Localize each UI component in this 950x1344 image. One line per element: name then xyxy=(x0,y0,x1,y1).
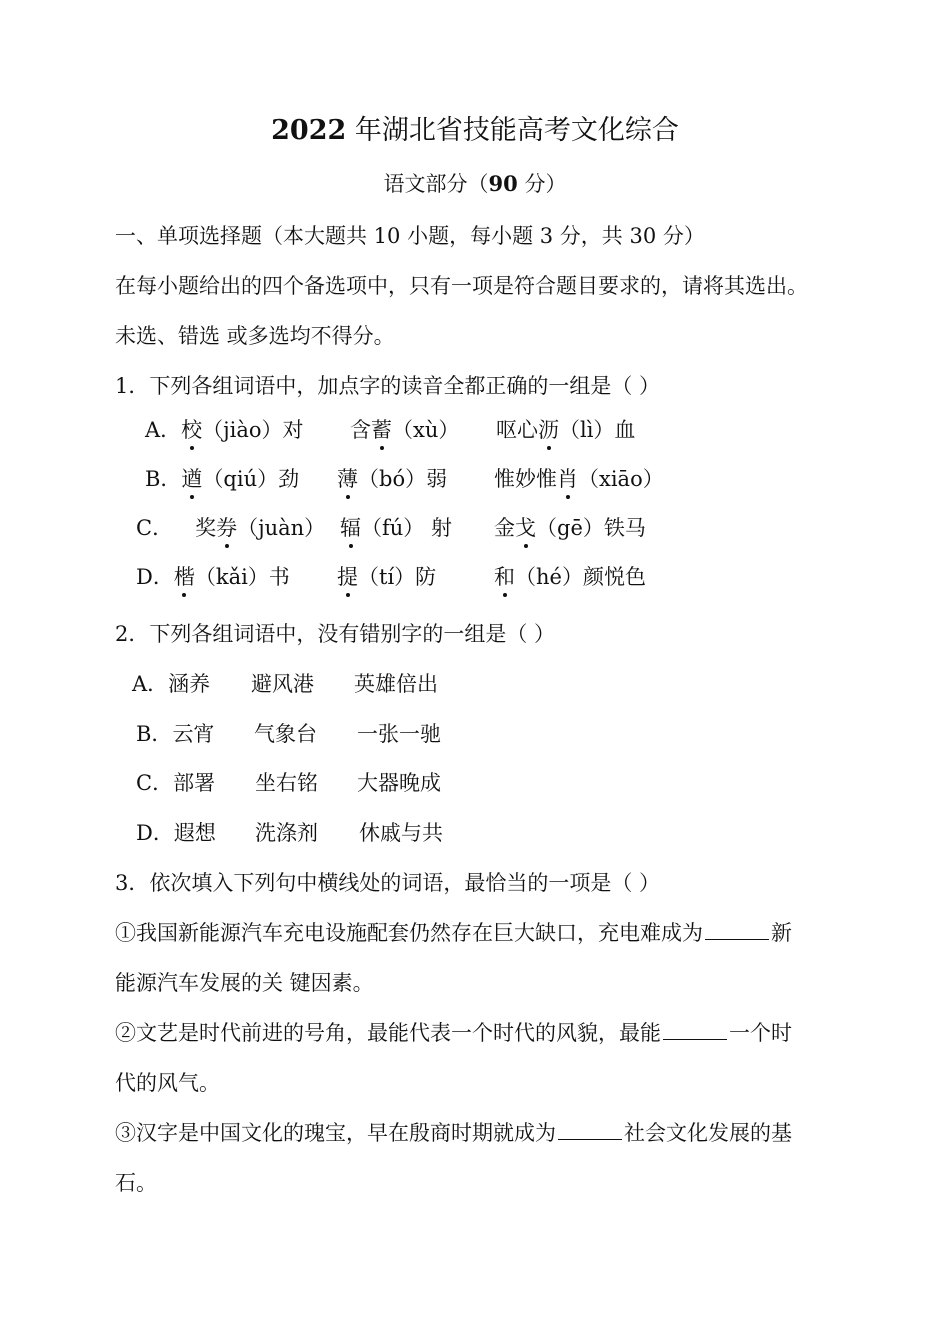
q1-option-b-word3: 惟妙惟肖（xiāo） xyxy=(494,467,664,491)
q2-option-b-word2: 气象台 xyxy=(254,722,317,746)
q3-blank-1 xyxy=(705,921,769,940)
title-text: 年湖北省技能高考文化综合 xyxy=(354,115,679,146)
subtitle-score: 90 xyxy=(488,171,518,196)
q1-option-b-word2: 薄（bó）弱 xyxy=(337,467,448,491)
q2-option-d-word2: 洗涤剂 xyxy=(255,821,318,845)
q2-option-b: B．云宵 xyxy=(136,722,215,746)
q2-option-d: D．遐想 xyxy=(136,821,216,845)
q3-sentence-3-cont: 石。 xyxy=(115,1171,157,1195)
q1-option-c: C． 奖券（juàn） xyxy=(136,516,326,540)
q2-option-a: A．涵养 xyxy=(132,672,211,696)
q1-option-b: B．遒（qiú）劲 xyxy=(145,467,300,491)
section1-heading: 一、单项选择题（本大题共 10 小题，每小题 3 分，共 30 分） xyxy=(115,224,705,248)
section1-instruction-2: 未选、错选 或多选均不得分。 xyxy=(115,324,395,348)
q1-option-a-word3: 呕心沥（lì）血 xyxy=(496,418,636,442)
q2-option-c-word2: 坐右铭 xyxy=(255,771,318,795)
q3-sentence-1-cont: 能源汽车发展的关 键因素。 xyxy=(115,971,374,995)
q2-stem: 2．下列各组词语中，没有错别字的一组是（ ） xyxy=(115,622,556,646)
q3-sentence-1: ①我国新能源汽车充电设施配套仍然存在巨大缺口，充电难成为 新 xyxy=(115,921,792,945)
title-year: 2022 xyxy=(271,115,347,146)
q3-blank-2 xyxy=(663,1021,727,1040)
q1-stem: 1．下列各组词语中，加点字的读音全都正确的一组是（ ） xyxy=(115,374,661,398)
section1-instruction-1: 在每小题给出的四个备选项中，只有一项是符合题目要求的，请将其选出。 xyxy=(115,274,808,298)
q3-blank-3 xyxy=(558,1121,622,1140)
q3-sentence-2: ②文艺是时代前进的号角，最能代表一个时代的风貌，最能 一个时 xyxy=(115,1021,792,1045)
q2-option-d-word3: 休戚与共 xyxy=(359,821,443,845)
q2-option-a-word3: 英雄倍出 xyxy=(354,672,438,696)
q1-option-a: A．校（jiào）对 xyxy=(145,418,304,442)
section-subtitle: 语文部分（90 分） xyxy=(383,171,567,196)
q3-sentence-2-cont: 代的风气。 xyxy=(115,1071,220,1095)
q2-option-c: C．部署 xyxy=(136,771,216,795)
q1-option-c-word2: 辐（fú） 射 xyxy=(340,516,452,540)
q1-option-d: D．楷（kǎi）书 xyxy=(136,565,290,589)
q1-option-d-word3: 和（hé）颜悦色 xyxy=(494,565,646,589)
q1-option-c-word3: 金戈（gē）铁马 xyxy=(494,516,646,540)
q1-option-a-word2: 含蓄（xù） xyxy=(350,418,460,442)
q3-stem: 3．依次填入下列句中横线处的词语，最恰当的一项是（ ） xyxy=(115,871,661,895)
q1-option-d-word2: 提（tí）防 xyxy=(337,565,437,589)
q2-option-b-word3: 一张一驰 xyxy=(357,722,441,746)
q2-option-a-word2: 避风港 xyxy=(251,672,314,696)
q3-sentence-3: ③汉字是中国文化的瑰宝，早在殷商时期就成为 社会文化发展的基 xyxy=(115,1121,792,1145)
q2-option-c-word3: 大器晚成 xyxy=(357,771,441,795)
page-title xyxy=(0,114,950,148)
